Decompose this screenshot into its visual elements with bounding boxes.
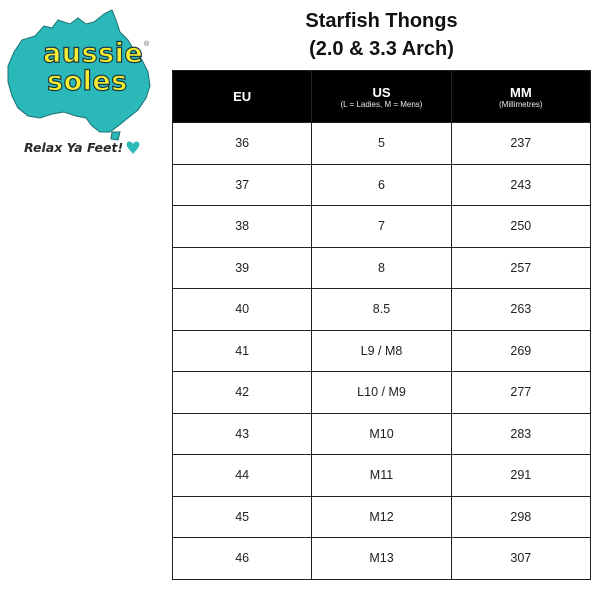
aussie-soles-logo [0,0,170,170]
table-row [173,538,591,580]
cell-us: 8 [312,247,451,289]
cell-eu: 42 [173,372,312,414]
cell-mm: 237 [451,123,590,165]
cell-eu: 41 [173,330,312,372]
cell-mm: 283 [451,413,590,455]
cell-mm: 243 [451,164,590,206]
registered-mark: ® [144,41,150,48]
cell-mm: 250 [451,206,590,248]
cell-eu: 44 [173,455,312,497]
cell-mm: 257 [451,247,590,289]
logo-word-soles: soles [47,66,128,97]
table-row [173,123,591,165]
table-row [173,330,591,372]
cell-mm: 277 [451,372,590,414]
size-chart-table [172,70,591,580]
header-mm [451,71,590,123]
header-label: MM [509,84,532,100]
cell-us: M12 [312,496,451,538]
table-row [173,289,591,331]
cell-eu: 37 [173,164,312,206]
cell-eu: 38 [173,206,312,248]
cell-mm: 291 [451,455,590,497]
cell-us: 5 [312,123,451,165]
cell-us: 8.5 [312,289,451,331]
header-eu [173,71,312,123]
header-sublabel: (Millimetres) [499,99,543,109]
cell-us: M10 [312,413,451,455]
table-row [173,372,591,414]
cell-eu: 46 [173,538,312,580]
logo-tagline: Relax Ya Feet! [24,140,124,155]
table-row [173,455,591,497]
page-title: Starfish Thongs [305,10,458,32]
cell-us: M11 [312,455,451,497]
cell-us: 7 [312,206,451,248]
cell-mm: 307 [451,538,590,580]
page-subtitle: (2.0 & 3.3 Arch) [309,38,454,60]
header-sublabel: (L = Ladies, M = Mens) [340,99,423,109]
cell-mm: 263 [451,289,590,331]
heart-icon [127,141,140,154]
cell-eu: 45 [173,496,312,538]
header-label: US [372,84,391,100]
header-us [312,71,451,123]
cell-mm: 298 [451,496,590,538]
header-label: EU [233,89,252,104]
cell-us: M13 [312,538,451,580]
logo-word-aussie: aussie [43,38,144,69]
table-row [173,164,591,206]
table-row [173,247,591,289]
cell-eu: 39 [173,247,312,289]
cell-eu: 40 [173,289,312,331]
cell-us: 6 [312,164,451,206]
cell-mm: 269 [451,330,590,372]
table-row [173,496,591,538]
cell-eu: 43 [173,413,312,455]
table-row [173,413,591,455]
cell-eu: 36 [173,123,312,165]
table-row [173,206,591,248]
cell-us: L10 / M9 [312,372,451,414]
cell-us: L9 / M8 [312,330,451,372]
table-header-row [173,71,591,123]
